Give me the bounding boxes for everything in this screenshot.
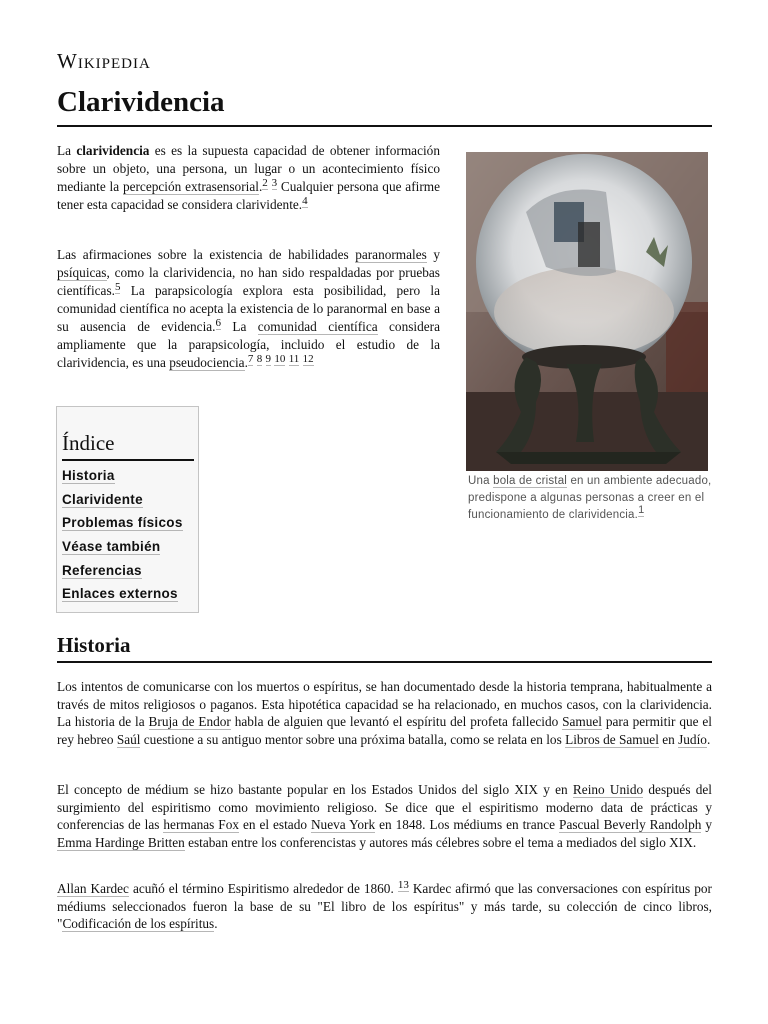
toc-item-clarividente (62, 490, 183, 514)
link-judio[interactable]: Judío (678, 731, 707, 747)
toc-item-referencias (62, 561, 183, 585)
ref-4[interactable]: 4 (302, 194, 308, 207)
toc-link-vease-tambien[interactable]: Véase también (62, 539, 161, 555)
link-libros-de-samuel[interactable]: Libros de Samuel (565, 731, 659, 747)
link-pseudociencia[interactable]: pseudociencia (169, 355, 245, 370)
ref-6[interactable]: 6 (215, 316, 221, 329)
table-of-contents (56, 406, 199, 613)
intro-paragraph-2: Las afirmaciones sobre la existencia de habilidades paranormales y psíquicas, como la clarividencia, no han sido respaldadas por pruebas científicas.$^5$ La parapsicología explora esta posibilidad, pero la comunidad científica no acepta la existencia de lo paranormal en base a su ausencia de evidencia.$^6$ La comunidad científica considera ampliamente que la parapsicología, incluido el estudio de la clarividencia, es una pseudociencia.$^7$ $^8$ $^9$ $^{10}$ $^{11}$ $^{12}$ (57, 247, 440, 370)
link-bruja-de-endor[interactable]: Bruja de Endor (148, 714, 231, 729)
toc-list (62, 466, 183, 608)
toc-link-clarividente[interactable]: Clarividente (62, 491, 143, 507)
toc-item-enlaces-externos (62, 584, 183, 608)
link-hermanas-fox[interactable]: hermanas Fox (163, 817, 239, 832)
ref-2[interactable]: 2 (262, 176, 268, 189)
toc-title: Índice (62, 431, 115, 455)
toc-item-problemas-fisicos (62, 513, 183, 537)
ref-5[interactable]: 5 (114, 280, 121, 293)
toc-item-historia (62, 466, 183, 490)
link-psiquicas[interactable]: psíquicas (57, 265, 107, 280)
link-allan-kardec[interactable]: Allan Kardec (57, 881, 129, 896)
historia-paragraph-1: Los intentos de comunicarse con los muertos o espíritus, se han documentado desde la historia temprana, habitualmente a través de mitos religiosos o paganos. Esta hipotética capacidad se ha relacionado, en muchos casos, con la clarividencia. La historia de la Bruja de Endor habla de alguien que levantó el espíritu del profeta fallecido Samuel para permitir que el rey hebreo Saúl cuestione a su antiguo mentor sobre una próxima batalla, como se relata en los Libros de Samuel en Judío. (57, 679, 712, 747)
link-pascual-beverly-randolph[interactable]: Pascual Beverly Randolph (559, 817, 702, 832)
link-samuel[interactable]: Samuel (562, 714, 602, 729)
ref-8[interactable]: 8 (256, 352, 263, 365)
ref-11[interactable]: 11 (288, 352, 300, 365)
crystal-ball-image[interactable] (466, 152, 708, 471)
ref-9[interactable]: 9 (265, 352, 272, 365)
link-bola-de-cristal[interactable]: bola de cristal (493, 475, 568, 487)
link-percepcion-extrasensorial[interactable]: percepción extrasensorial (122, 179, 259, 194)
toc-item-vease-tambien (62, 537, 183, 561)
toc-link-problemas-fisicos[interactable]: Problemas físicos (62, 515, 183, 531)
section-heading-historia: Historia (57, 633, 131, 657)
link-comunidad-cientifica[interactable]: comunidad científica (257, 319, 378, 334)
link-reino-unido[interactable]: Reino Unido (572, 782, 644, 797)
link-saul[interactable]: Saúl (116, 731, 141, 747)
link-codificacion-espiritus[interactable]: Codificación de los espíritus (62, 916, 215, 931)
page-title: Clarividencia (57, 86, 225, 118)
crystal-ball-illustration (466, 152, 708, 471)
section-divider (57, 661, 712, 663)
ref-3[interactable]: 3 (271, 176, 278, 189)
figure-caption: Una bola de cristal en un ambiente adecuado, predispone a algunas personas a creer en el funcionamiento de clarividencia.$^1$ (468, 475, 712, 521)
ref-13[interactable]: 13 (397, 878, 409, 891)
title-divider (57, 125, 712, 127)
link-nueva-york[interactable]: Nueva York (310, 817, 376, 832)
term-bold: clarividencia (76, 143, 150, 158)
historia-paragraph-3: Allan Kardec acuñó el término Espiritismo alrededor de 1860. $^{13}$ Kardec afirmó que las conversaciones con espíritus por médiums seleccionados fueron la base de su "El libro de los espíritus" y más tarde, su colección de cinco libros, "Codificación de los espíritus. (57, 878, 712, 931)
toc-link-enlaces-externos[interactable]: Enlaces externos (62, 586, 178, 602)
toc-divider (62, 459, 194, 461)
link-emma-hardinge-britten[interactable]: Emma Hardinge Britten (57, 834, 185, 850)
intro-paragraph-1: La clarividencia es es la supuesta capacidad de obtener información sobre un objeto, una persona, un lugar o un acontecimiento físico mediante la percepción extrasensorial.$^2$ $^3$ Cualquier persona que afirme tener esta capacidad se considera clarividente.$^4$ (57, 143, 440, 212)
ref-12[interactable]: 12 (302, 352, 314, 365)
historia-paragraph-2: El concepto de médium se hizo bastante popular en los Estados Unidos del siglo XIX y en Reino Unido después del surgimiento del espiritismo como movimiento religioso. Se dice que el espiritismo moderno data de prácticas y conferencias de las hermanas Fox en el estado Nueva York en 1848. Los médiums en trance Pascual Beverly Randolph y Emma Hardinge Britten estaban entre los conferencistas y autores más célebres sobre el tema a mediados del siglo XIX. (57, 782, 712, 850)
ref-1[interactable]: 1 (638, 504, 645, 517)
toc-link-historia[interactable]: Historia (62, 468, 115, 483)
wikipedia-wordmark[interactable]: Wikipedia (57, 49, 151, 73)
toc-link-referencias[interactable]: Referencias (62, 562, 142, 578)
link-paranormales[interactable]: paranormales (355, 247, 427, 262)
ref-7[interactable]: 7 (247, 352, 254, 365)
ref-10[interactable]: 10 (274, 352, 286, 365)
